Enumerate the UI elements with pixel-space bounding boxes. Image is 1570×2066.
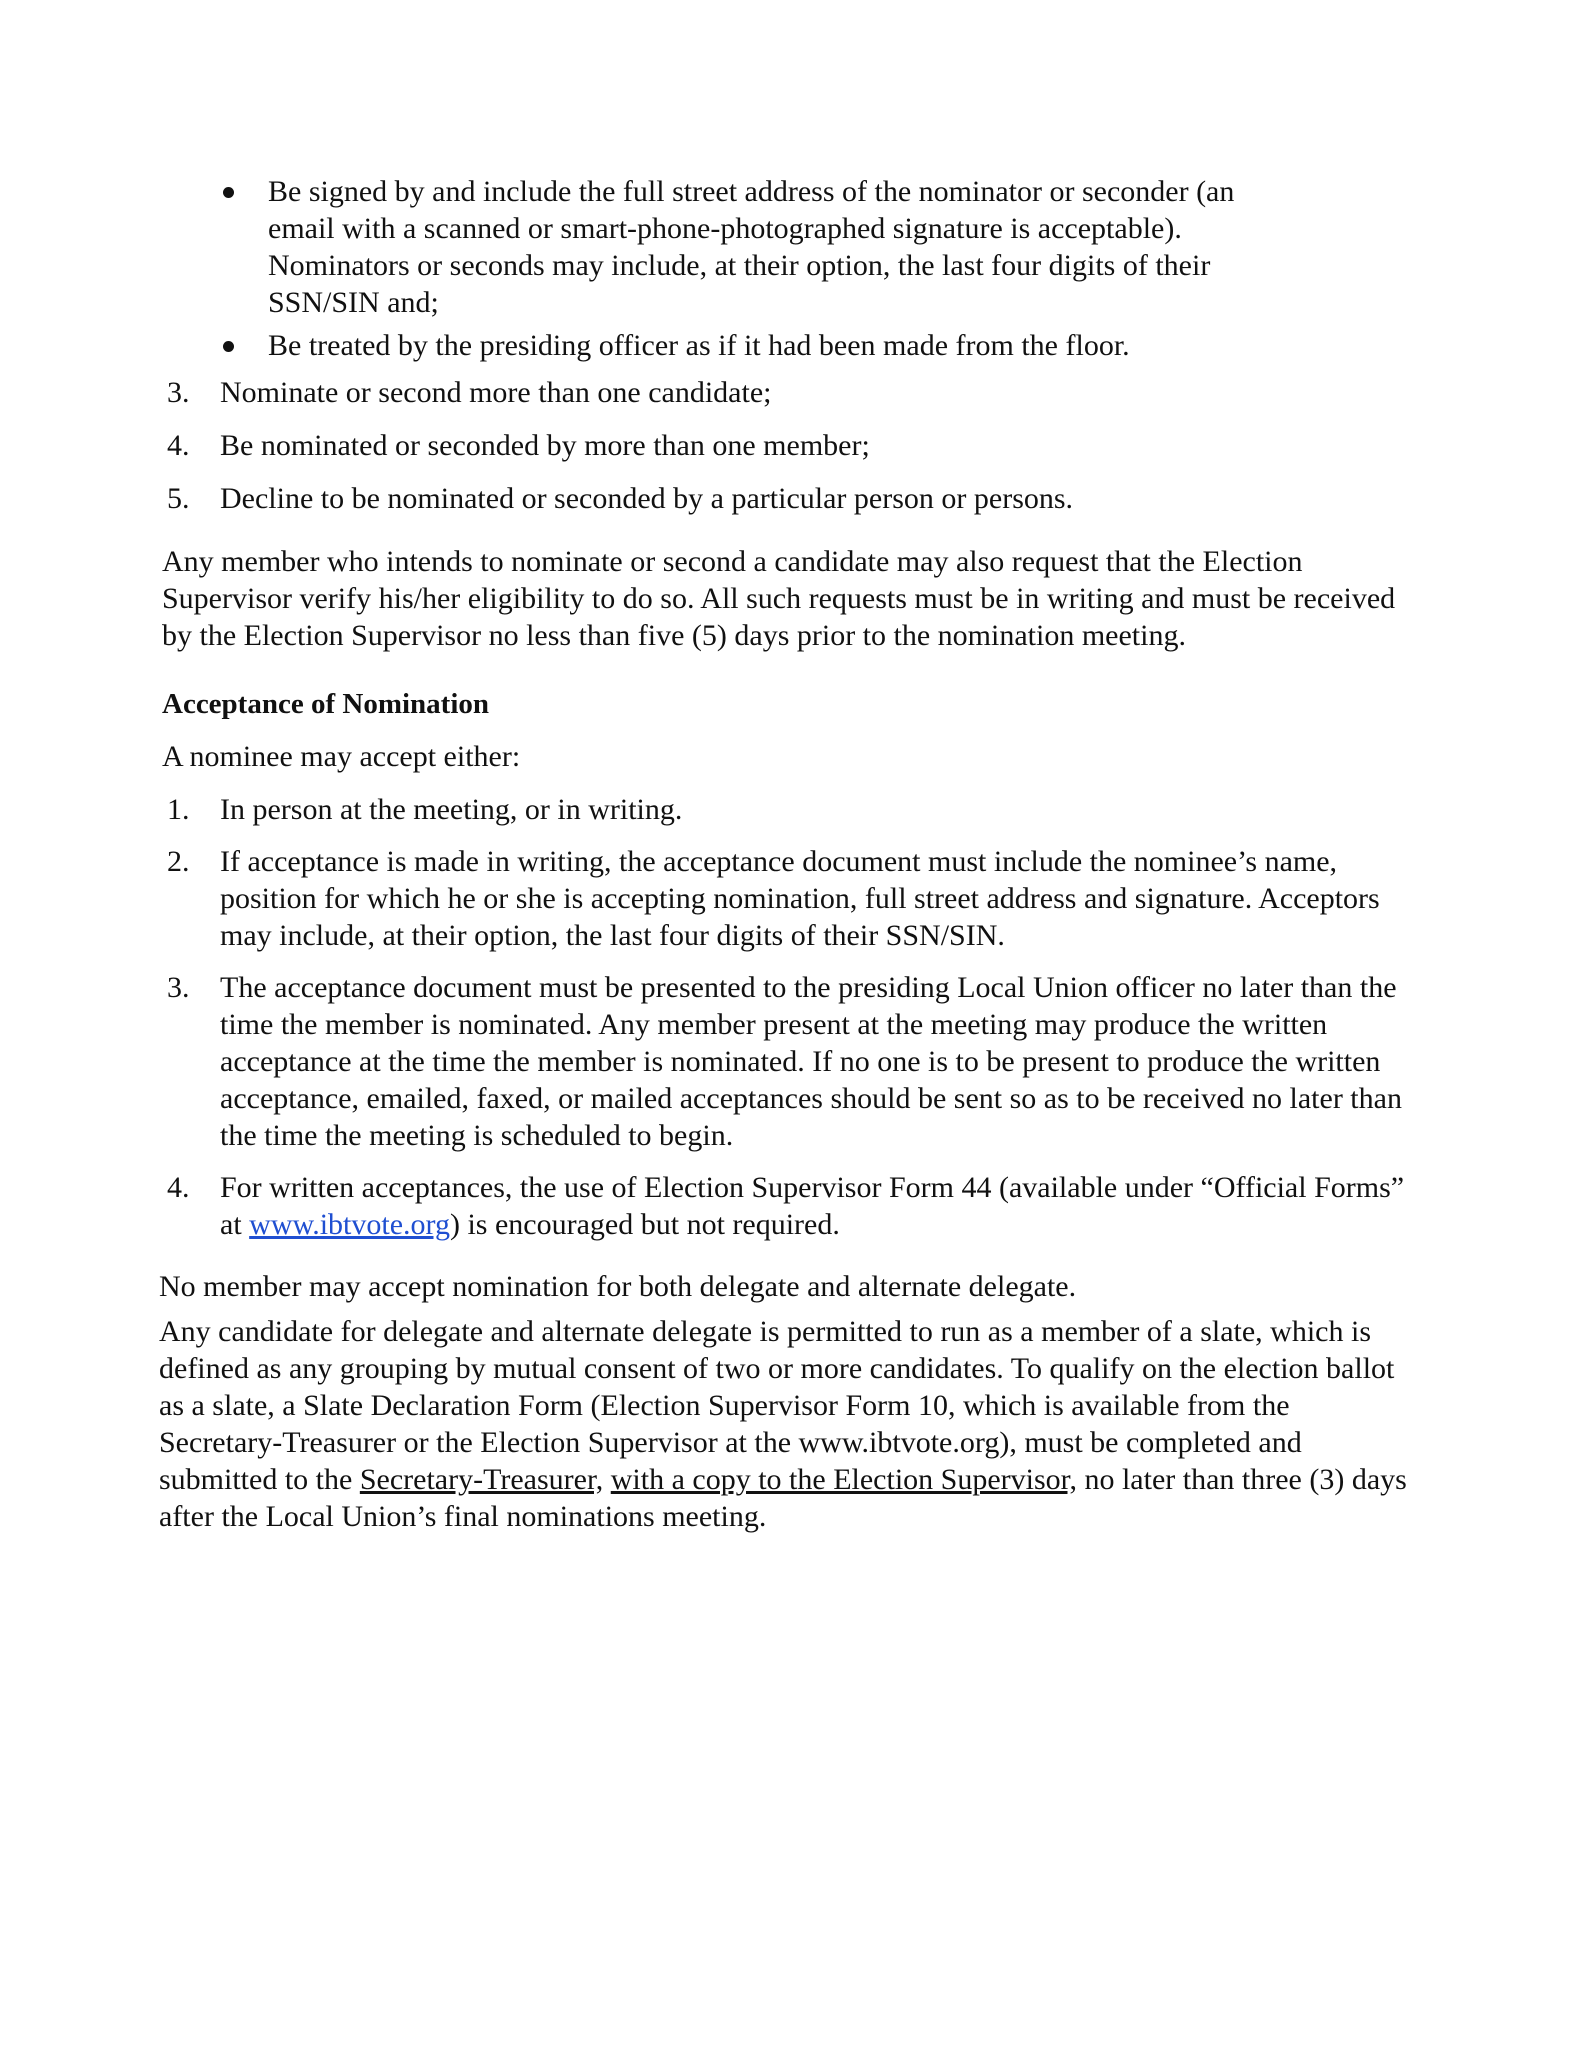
list-item	[167, 374, 1347, 411]
list-number: 2.	[167, 845, 190, 878]
bullet-dot-icon	[223, 187, 234, 198]
list-text-after-link: ) is encouraged but not required.	[449, 1208, 840, 1241]
acceptance-methods-list	[167, 791, 1427, 1243]
list-item	[167, 843, 1427, 954]
bullet-text: Be treated by the presiding officer as if it had been made from the floor.	[268, 329, 1130, 362]
list-text	[220, 1171, 1404, 1241]
section-heading: Acceptance of Nomination	[162, 688, 490, 720]
list-item	[167, 791, 1427, 828]
list-item	[167, 969, 1427, 1154]
nomination-requirements-bullets	[214, 173, 1304, 364]
list-text: Nominate or second more than one candidate;	[220, 376, 772, 409]
ibtvote-link[interactable]: www.ibtvote.org	[249, 1208, 450, 1241]
secretary-treasurer-underlined: Secretary-Treasurer,	[359, 1463, 604, 1496]
list-text: In person at the meeting, or in writing.	[220, 793, 683, 826]
slate-paragraph	[159, 1313, 1409, 1535]
bullet-text: Be signed by and include the full street address of the nominator or seconder (an email with a scanned or smart-phone-photographed signature is acceptable). Nominators or seconds may include, at their option, the last four digits of their SSN/SIN and;	[268, 175, 1235, 319]
slate-text-before: Any candidate for delegate and alternate delegate is permitted to run as a member of a slate, which is defined as any grouping by mutual consent of two or more candidates. To qualify on the election ballot as a slate, a Slate Declaration Form (Election Supervisor Form 10, which is available from the Secretary-Treasurer or the Election Supervisor at the www.ibtvote.org), must be completed and submitted to the	[159, 1315, 1395, 1496]
acceptance-intro: A nominee may accept either:	[162, 740, 521, 773]
bullet-dot-icon	[223, 341, 234, 352]
list-number: 3.	[167, 376, 190, 409]
list-text: The acceptance document must be presented to the presiding Local Union officer no later than the time the member is nominated. Any member present at the meeting may produce the written acceptance at the time the member is nominated. If no one is to be present to produce the written acceptance, emailed, faxed, or mailed acceptances should be sent so as to be received no later than the time the meeting is scheduled to begin.	[220, 971, 1402, 1152]
list-number: 4.	[167, 1171, 190, 1204]
slate-text-after: no later than three (3) days after the Local Union’s final nominations meeting.	[159, 1463, 1407, 1533]
list-number: 1.	[167, 793, 190, 826]
list-number: 4.	[167, 429, 190, 462]
list-text: If acceptance is made in writing, the acceptance document must include the nominee’s name, position for which he or she is accepting nomination, full street address and signature. Acceptors may include, at their option, the last four digits of their SSN/SIN.	[220, 845, 1380, 952]
list-number: 3.	[167, 971, 190, 1004]
eligibility-verification-paragraph: Any member who intends to nominate or second a candidate may also request that the Election Supervisor verify his/her eligibility to do so. All such requests must be in writing and must be received by the Election Supervisor no less than five (5) days prior to the nomination meeting.	[162, 545, 1396, 652]
list-text-before-link: For written acceptances, the use of Election Supervisor Form 44 (available under “Official Forms” at	[220, 1171, 1405, 1241]
bullet-item	[214, 173, 1304, 321]
member-restrictions-list	[167, 374, 1347, 517]
slate-space	[603, 1463, 611, 1496]
list-item	[167, 427, 1347, 464]
no-dual-nomination-paragraph: No member may accept nomination for both delegate and alternate delegate.	[159, 1270, 1077, 1303]
list-text: Decline to be nominated or seconded by a particular person or persons.	[220, 482, 1074, 515]
list-item	[167, 480, 1347, 517]
list-text: Be nominated or seconded by more than one member;	[220, 429, 870, 462]
list-number: 5.	[167, 482, 190, 515]
bullet-item	[214, 327, 1304, 364]
copy-to-supervisor-underlined: with a copy to the Election Supervisor,	[610, 1463, 1077, 1496]
list-item	[167, 1169, 1427, 1243]
